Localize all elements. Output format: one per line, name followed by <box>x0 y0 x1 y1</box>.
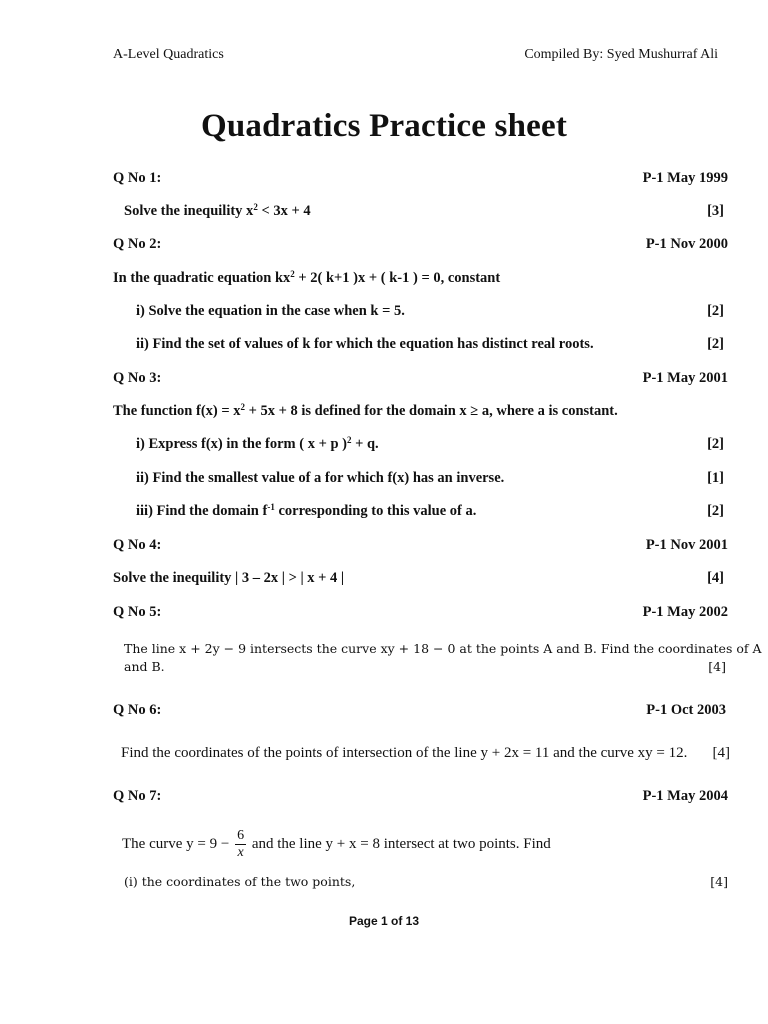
q6-mark: [4] <box>712 745 730 761</box>
q3-part-i: i) Express f(x) in the form ( x + p )$^2$ + q. <box>136 435 379 452</box>
q4-paper: P-1 Nov 2001 <box>645 537 728 553</box>
q5-paper: P-1 May 2002 <box>642 604 728 620</box>
q3-part-ii-mark: [1] <box>707 470 724 486</box>
q2-label: Q No 2: <box>113 236 162 252</box>
q2-part-i: i) Solve the equation in the case when k = 5. <box>136 303 405 319</box>
q2-part-ii: ii) Find the set of values of k for which the equation has distinct real roots. <box>136 336 594 352</box>
q1-text: Solve the inequility $x^2 < 3x + 4$ <box>124 202 311 219</box>
q2-paper: P-1 Nov 2000 <box>645 236 728 252</box>
q3-part-iii-mark: [2] <box>707 503 724 519</box>
q3-text: The function $f(x) = x^2 + 5x + 8$ is defined for the domain x ≥ a, where a is constant. <box>113 402 618 419</box>
q7-paper: P-1 May 2004 <box>642 788 728 804</box>
q5-text-line2: and B. <box>124 659 165 674</box>
q3-paper: P-1 May 2001 <box>642 370 728 386</box>
q3-part-ii: ii) Find the smallest value of a for which f(x) has an inverse. <box>136 470 505 486</box>
q1-label: Q No 1: <box>113 170 162 186</box>
q1-mark: [3] <box>707 203 724 219</box>
q5-text-line1: The line x + 2y − 9 intersects the curve xy + 18 − 0 at the points A and B. Find the coordinates of A <box>124 641 762 656</box>
q2-part-i-mark: [2] <box>707 303 724 319</box>
q1-paper: P-1 May 1999 <box>642 170 728 186</box>
q7-fraction: $\frac{6}{x}$ <box>237 828 245 860</box>
header-left: A-Level Quadratics <box>113 47 224 62</box>
q4-text: Solve the inequility | 3 – 2x | > | x + 4 | <box>113 570 345 586</box>
q4-label: Q No 4: <box>113 537 162 553</box>
q2-part-ii-mark: [2] <box>707 336 724 352</box>
q7-text: The curve y = 9 − $\frac{6}{x}$ and the line y + x = 8 intersect at two points. Find <box>122 828 551 860</box>
header-right: Compiled By: Syed Mushurraf Ali <box>524 47 718 62</box>
q6-text: Find the coordinates of the points of intersection of the line y + 2x = 11 and the curve xy = 12. <box>121 745 688 761</box>
q2-text: In the quadratic equation $kx^2 + 2$( k+1 )x + ( k-1 ) = 0, constant <box>113 269 501 286</box>
q3-part-i-mark: [2] <box>707 436 724 452</box>
q4-mark: [4] <box>707 570 724 586</box>
q7-label: Q No 7: <box>113 788 162 804</box>
q7-part-i-mark: [4] <box>710 874 728 889</box>
q3-label: Q No 3: <box>113 370 162 386</box>
page-number: Page 1 of 13 <box>348 914 420 928</box>
page-title: Quadratics Practice sheet <box>200 108 568 144</box>
q5-mark: [4] <box>708 659 726 674</box>
q6-label: Q No 6: <box>113 702 162 718</box>
q5-label: Q No 5: <box>113 604 162 620</box>
q6-paper: P-1 Oct 2003 <box>646 702 726 718</box>
q7-part-i: (i) the coordinates of the two points, <box>124 874 356 889</box>
q3-part-iii: iii) Find the domain $f^{-1}$ corresponding to this value of a. <box>136 502 477 519</box>
